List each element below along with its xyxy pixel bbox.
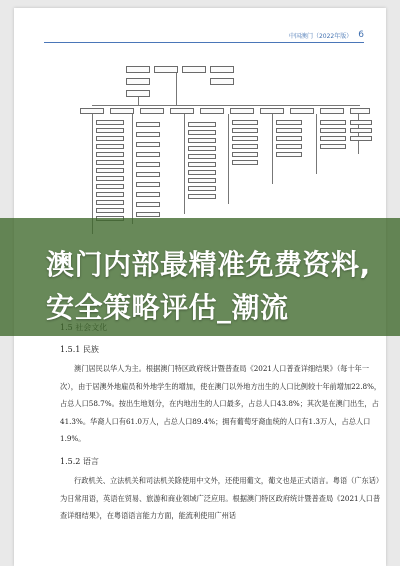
org-box (96, 176, 124, 181)
org-box (350, 128, 372, 133)
connector (272, 114, 273, 184)
org-box (232, 144, 258, 149)
paragraph-language: 行政机关、立法机关和司法机关除使用中文外，还使用葡文，葡文也是正式语言。粤语（广东话）为日常用语，英语在贸易、旅游和商业领域广泛应用。根据澳门特区政府统计暨普查局《2021人口普查详细结果》，在粤语语言能力方面，能流利使用广州话 (60, 476, 381, 520)
org-box (182, 66, 206, 73)
org-box (188, 194, 216, 199)
org-box (210, 78, 234, 85)
connector (176, 73, 177, 105)
org-box (320, 120, 346, 125)
org-box (140, 108, 164, 114)
org-box (232, 136, 258, 141)
org-box (320, 108, 344, 114)
org-box (210, 66, 234, 73)
connector (138, 97, 139, 105)
org-box (136, 212, 160, 217)
org-box (136, 152, 160, 157)
org-box (232, 160, 258, 165)
org-box (96, 200, 124, 205)
org-box (188, 170, 216, 175)
org-box (136, 142, 160, 147)
banner-title: 澳门内部最精准免费资料,安全策略评估_潮流 (46, 248, 371, 324)
org-box (276, 144, 302, 149)
section-heading-1-5-1: 1.5.1 民族 (60, 345, 99, 354)
org-box (96, 168, 124, 173)
running-title: 中国澳门（2022年版） (288, 32, 353, 40)
org-chart (14, 48, 386, 238)
org-box (276, 152, 302, 157)
section-heading-1-5-2: 1.5.2 语言 (60, 457, 99, 466)
org-box (188, 122, 216, 127)
connector (92, 105, 360, 106)
org-box (232, 128, 258, 133)
org-box (110, 108, 134, 114)
org-box (350, 136, 372, 141)
org-box (154, 66, 178, 73)
org-box (136, 182, 160, 187)
page-number: 6 (358, 30, 364, 40)
connector (316, 114, 317, 174)
org-box (188, 186, 216, 191)
org-box (188, 138, 216, 143)
org-box (126, 90, 150, 97)
org-box (96, 184, 124, 189)
org-box (276, 136, 302, 141)
org-box (96, 136, 124, 141)
org-box (136, 122, 160, 127)
org-box (96, 160, 124, 165)
org-box (350, 108, 370, 114)
org-box (136, 132, 160, 137)
org-box (290, 108, 314, 114)
org-box (320, 128, 346, 133)
connector (184, 114, 185, 214)
org-box (96, 152, 124, 157)
org-box (232, 120, 258, 125)
org-box (126, 66, 150, 73)
org-box (188, 154, 216, 159)
paragraph-ethnicity: 澳门居民以华人为主。根据澳门特区政府统计暨普查局《2021人口普查详细结果》（每十年一次），由于居澳外地雇员和外地学生的增加，使在澳门以外地方出生的人口比例较十年前增加22.8%，占总人口58.7%。按出生地划分，在内地出生的人口最多，占总人口43.8%；其次是在澳门出生，占41.3%。华裔人口有61.0万人，占总人口89.4%；拥有葡萄牙裔血统的人口有1.3万人，占总人口1.9%。 (60, 364, 382, 443)
connector (92, 114, 93, 234)
header-rule (44, 42, 364, 43)
org-box (188, 146, 216, 151)
org-box (188, 178, 216, 183)
org-box (96, 144, 124, 149)
org-box (276, 128, 302, 133)
org-box (188, 162, 216, 167)
org-box (96, 192, 124, 197)
org-box (230, 108, 254, 114)
org-box (96, 208, 124, 213)
org-box (96, 128, 124, 133)
org-box (136, 172, 160, 177)
org-box (136, 192, 160, 197)
org-box (136, 202, 160, 207)
connector (132, 114, 133, 224)
running-header (289, 30, 364, 40)
org-box (126, 78, 150, 85)
org-box (200, 108, 224, 114)
org-box (320, 144, 346, 149)
org-box (232, 152, 258, 157)
org-box (96, 120, 124, 125)
org-box (188, 130, 216, 135)
org-box (276, 120, 302, 125)
org-box (320, 136, 346, 141)
org-box (136, 162, 160, 167)
org-box (170, 108, 194, 114)
org-box (350, 120, 372, 125)
connector (228, 114, 229, 204)
